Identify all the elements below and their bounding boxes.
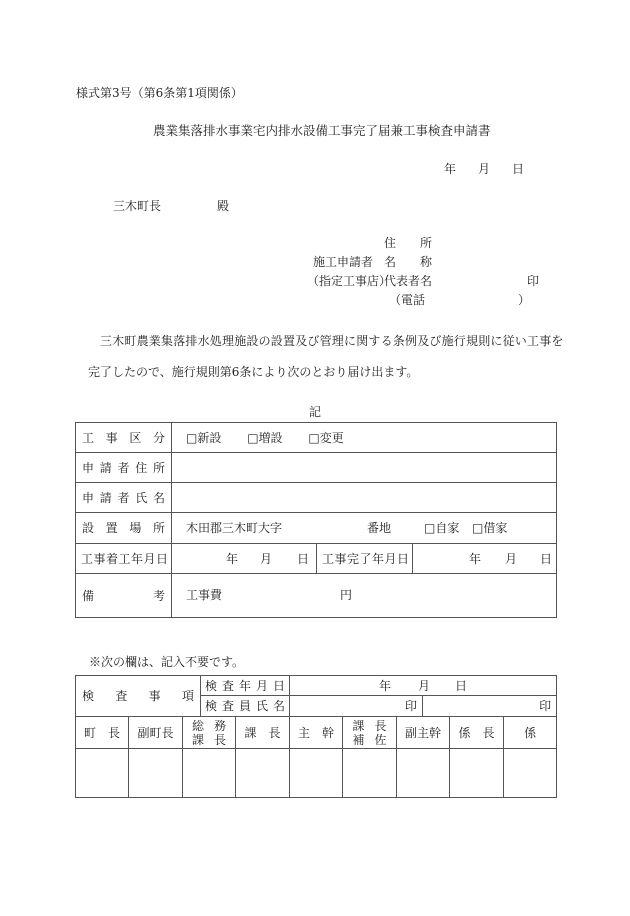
location-field[interactable] [172, 513, 557, 544]
checkbox-own-house[interactable]: □ 自家 [424, 521, 459, 535]
document-title: 農業集落排水事業宅内排水設備工事完了届兼工事検査申請書 [153, 123, 491, 138]
inspection-items-label: 検 査 事 項 [76, 676, 201, 717]
completion-table [75, 422, 557, 618]
label-applicant-address: 申 請 者 住 所 [76, 453, 172, 483]
inspector-name-field-2[interactable] [423, 696, 557, 717]
checkbox-new[interactable]: □ 新設 [186, 431, 221, 445]
start-date-field[interactable]: 年 月 日 [172, 544, 317, 574]
checkbox-addition[interactable]: □ 増設 [247, 431, 282, 445]
applicant-address-field[interactable] [172, 453, 557, 483]
representative-label: 代表者名 [384, 274, 433, 288]
stamp-cell[interactable] [236, 749, 290, 798]
company-name-label: 名 称 [384, 255, 433, 269]
phone-open: （電話 [389, 293, 426, 307]
stamp-cell[interactable] [76, 749, 129, 798]
month-label: 月 [478, 162, 491, 176]
approver-section-chief: 課 長 [236, 717, 290, 749]
label-applicant-name: 申 請 者 氏 名 [76, 483, 172, 513]
stamp-cell[interactable] [183, 749, 236, 798]
body-text-line1: 三木町農業集落排水処理施設の設置及び管理に関する条例及び施行規則に従い工事を [100, 334, 564, 348]
inspector-seal-2: 印 [539, 699, 552, 713]
banchi-label: 番地 [367, 521, 392, 535]
approver-mayor: 町 長 [76, 717, 129, 749]
row-remarks [76, 574, 557, 618]
completion-date-field[interactable]: 年 月 日 [413, 544, 557, 574]
row-dates [76, 544, 557, 574]
label-location: 設 置 場 所 [76, 513, 172, 544]
remarks-field[interactable] [172, 574, 557, 618]
approver-chief-officer: 主 幹 [290, 717, 343, 749]
stamp-cell[interactable] [504, 749, 557, 798]
inspector-name-field[interactable] [290, 696, 423, 717]
not-required-note: ※次の欄は、記入不要です。 [89, 655, 245, 669]
inspection-table [75, 675, 557, 798]
phone-close: ） [518, 293, 531, 307]
inspection-date-field[interactable]: 年 月 日 [290, 676, 557, 696]
form-number: 様式第3号（第6条第1項関係） [76, 86, 243, 100]
label-remarks: 備 考 [76, 574, 172, 618]
label-start-date: 工事着工年月日 [76, 544, 172, 574]
body-text-line2: 完了したので、施行規則第6条により次のとおり届け出ます。 [88, 365, 419, 379]
stamp-cell[interactable] [397, 749, 450, 798]
stamp-cell[interactable] [290, 749, 343, 798]
location-prefix: 木田郡三木町大字 [186, 521, 283, 535]
label-completion-date: 工事完了年月日 [317, 544, 413, 574]
addressee-honorific: 殿 [217, 199, 230, 213]
inspector-seal: 印 [405, 699, 418, 713]
year-label: 年 [444, 162, 457, 176]
approver-deputy-chief-officer: 副主幹 [397, 717, 450, 749]
applicant-role-label: 施工申請者 [313, 255, 374, 269]
stamp-cell[interactable] [343, 749, 397, 798]
stamp-cell[interactable] [450, 749, 504, 798]
row-applicant-name [76, 483, 557, 513]
row-applicant-address [76, 453, 557, 483]
checkbox-change[interactable]: □ 変更 [308, 431, 343, 445]
checkbox-rented-house[interactable]: □ 借家 [472, 521, 507, 535]
date-line [444, 162, 524, 176]
addressee-name: 三木町長 [113, 199, 162, 213]
applicant-name-field[interactable] [172, 483, 557, 513]
approver-header-row [76, 717, 557, 749]
address-label: 住 所 [384, 236, 433, 250]
inspection-date-label: 検 査 年 月 日 [201, 676, 290, 696]
yen-label: 円 [340, 588, 353, 602]
inspector-name-label: 検 査 員 氏 名 [201, 696, 290, 717]
approver-deputy-mayor: 副町長 [129, 717, 183, 749]
row-location [76, 513, 557, 544]
approver-assistant-chief: 課 長 補 佐 [343, 717, 397, 749]
approver-staff: 係 [504, 717, 557, 749]
cost-label: 工事費 [186, 588, 223, 602]
label-work-type: 工 事 区 分 [76, 423, 172, 453]
stamp-cell[interactable] [129, 749, 183, 798]
day-label: 日 [512, 162, 525, 176]
seal-mark: 印 [527, 274, 540, 288]
row-work-type [76, 423, 557, 453]
ki-heading: 記 [309, 405, 322, 419]
contractor-label: （指定工事店） [307, 274, 392, 288]
approver-general-affairs-chief: 総 務 課 長 [183, 717, 236, 749]
approver-subsection-chief: 係 長 [450, 717, 504, 749]
approver-stamp-row [76, 749, 557, 798]
